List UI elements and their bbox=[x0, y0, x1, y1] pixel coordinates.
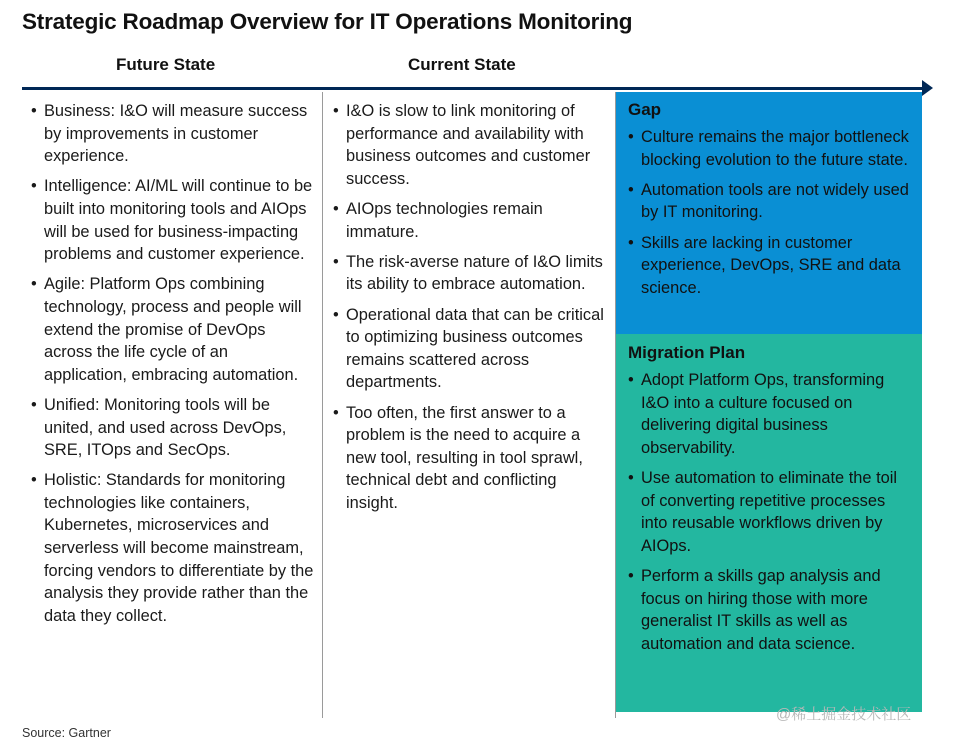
list-item: • Agile: Platform Ops combining technology, process and people will extend the promise of DevOps across the life cycle of an application, embracing automation. bbox=[31, 275, 302, 384]
gap-box bbox=[616, 92, 922, 334]
migration-plan-list bbox=[628, 369, 910, 655]
future-state-column bbox=[22, 92, 314, 635]
bullet-icon: • bbox=[333, 199, 339, 218]
arrow-right-icon bbox=[922, 80, 933, 96]
bullet-icon: • bbox=[31, 471, 37, 490]
list-item: • The risk-averse nature of I&O limits its ability to embrace automation. bbox=[333, 252, 603, 294]
bullet-icon: • bbox=[333, 252, 339, 271]
list-item: • Skills are lacking in customer experience, DevOps, SRE and data science. bbox=[628, 233, 901, 297]
bullet-icon: • bbox=[31, 102, 37, 120]
bullet-icon: • bbox=[628, 128, 634, 146]
page-title: Strategic Roadmap Overview for IT Operations Monitoring bbox=[22, 9, 633, 34]
list-item: • Too often, the first answer to a problem is the need to acquire a new tool, resulting in tool sprawl, technical debt and conflicting insight. bbox=[333, 403, 583, 512]
list-item: • I&O is slow to link monitoring of performance and availability with business outcomes and customer success. bbox=[333, 102, 591, 188]
future-state-header: Future State bbox=[116, 55, 216, 74]
migration-plan-box bbox=[616, 334, 922, 712]
bullet-icon: • bbox=[31, 275, 37, 294]
bullet-icon: • bbox=[628, 371, 634, 389]
list-item: • Holistic: Standards for monitoring technologies like containers, Kubernetes, microservices and serverless will become mainstream, forcing vendors to differentiate by the analysis they provide rather than the data they collect. bbox=[31, 471, 314, 625]
bullet-icon: • bbox=[333, 102, 339, 120]
current-state-list bbox=[324, 100, 610, 514]
bullet-icon: • bbox=[31, 177, 37, 196]
column-divider bbox=[322, 92, 323, 718]
list-item: • Intelligence: AI/ML will continue to be built into monitoring tools and AIOps will be used for business-impacting problems and customer experience. bbox=[31, 177, 313, 264]
timeline-arrow-line bbox=[22, 87, 926, 90]
current-state-header: Current State bbox=[408, 55, 516, 74]
future-state-list bbox=[22, 100, 314, 627]
list-item: • Automation tools are not widely used by IT monitoring. bbox=[628, 180, 909, 222]
list-item: • Unified: Monitoring tools will be united, and used across DevOps, SRE, ITOps and SecOps. bbox=[31, 395, 287, 460]
bullet-icon: • bbox=[628, 566, 634, 585]
list-item: • Perform a skills gap analysis and focus on hiring those with more generalist IT skills as well as automation and data science. bbox=[628, 566, 881, 653]
list-item: • Culture remains the major bottleneck blocking evolution to the future state. bbox=[628, 128, 909, 169]
list-item: • Adopt Platform Ops, transforming I&O into a culture focused on delivering digital business observability. bbox=[628, 371, 885, 457]
bullet-icon: • bbox=[628, 468, 634, 487]
list-item: • Use automation to eliminate the toil of converting repetitive processes into reusable workflows driven by AIOps. bbox=[628, 468, 898, 555]
gap-list bbox=[628, 126, 910, 299]
watermark: @稀土掘金技术社区 bbox=[776, 706, 912, 723]
list-item: • AIOps technologies remain immature. bbox=[333, 199, 543, 241]
list-item: • Operational data that can be critical to optimizing business outcomes remains scattered across departments. bbox=[333, 305, 604, 392]
list-item: • Business: I&O will measure success by improvements in customer experience. bbox=[31, 102, 308, 166]
source-credit: Source: Gartner bbox=[22, 726, 111, 740]
bullet-icon: • bbox=[628, 180, 634, 199]
bullet-icon: • bbox=[628, 233, 634, 252]
bullet-icon: • bbox=[333, 305, 339, 324]
bullet-icon: • bbox=[31, 395, 37, 414]
current-state-column bbox=[324, 92, 610, 522]
bullet-icon: • bbox=[333, 403, 339, 422]
migration-plan-title: Migration Plan bbox=[628, 343, 746, 362]
gap-title: Gap bbox=[628, 100, 662, 119]
